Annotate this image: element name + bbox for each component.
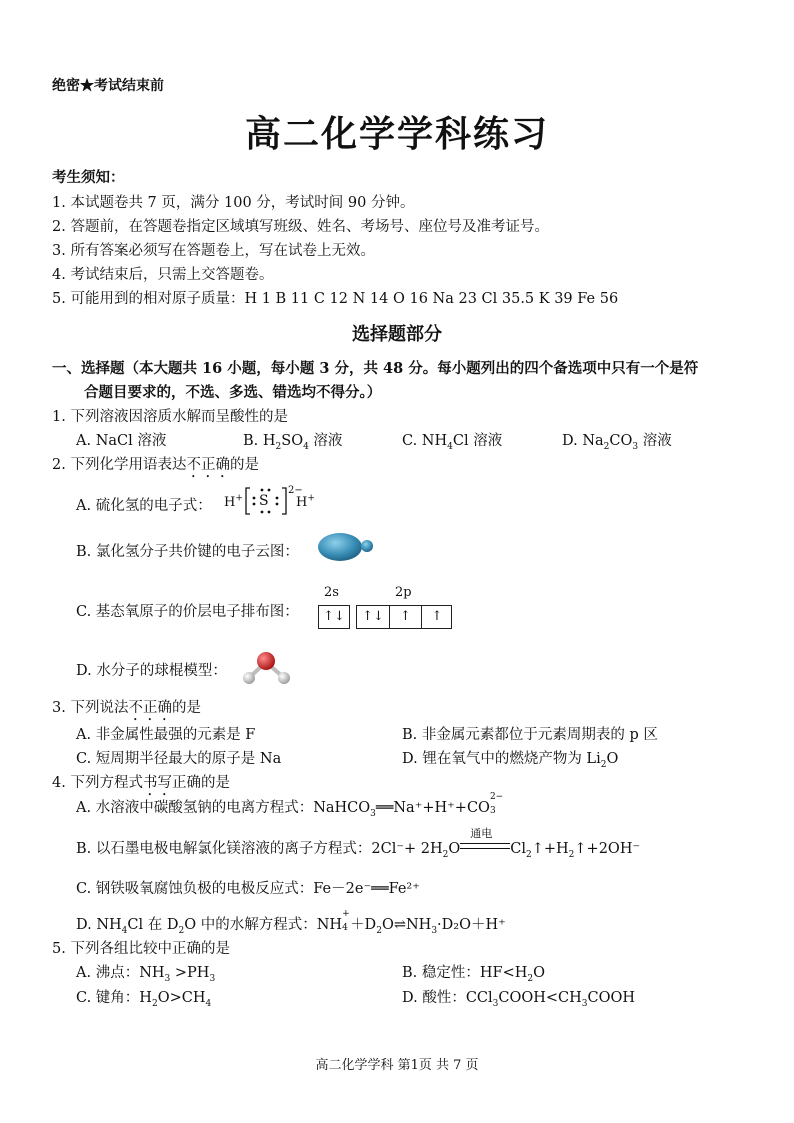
orbital-box-2p: ↑↓ ↑ ↑ xyxy=(356,605,452,629)
page-footer: 高二化学学科 第1页 共 7 页 xyxy=(315,1058,479,1073)
q1-stem: 1. 下列溶液因溶质水解而呈酸性的是 xyxy=(52,409,288,425)
orbital-box-2s: ↑↓ xyxy=(318,605,350,629)
q4-option-d: D. $NH_4Cl$ 在 $D_2O$ 中的水解方程式：NH + 4 $+D_2O\rightleftharpoons NH_3\cdot D_2O+H^+$ xyxy=(76,909,506,936)
q2-option-a: A. 硫化氢的电子式： xyxy=(76,498,212,514)
h2s-electron-formula: H+ S 2− H+ xyxy=(224,485,324,517)
q2-option-d: D. 水分子的球棍模型： xyxy=(76,663,227,679)
orbital-label-2s: 2s xyxy=(324,585,339,600)
q4-option-a: A. 水溶液中碳酸氢钠的电离方程式：NaHCO$_3$══Na⁺+H⁺+CO 2− 3 xyxy=(76,792,504,819)
q1-option-b: B. $H_2SO_4$ 溶液 xyxy=(243,433,343,452)
q2-option-b: B. 氯化氢分子共价键的电子云图： xyxy=(76,544,299,560)
q5-stem: 5. 下列各组比较中正确的是 xyxy=(52,941,230,957)
q3-option-c: C. 短周期半径最大的原子是 Na xyxy=(76,751,282,767)
q5-option-b: B. 稳定性：$HF<H_2O$ xyxy=(402,965,545,984)
q4-stem: 4. 下列方程式书写正确的是 xyxy=(52,775,230,791)
part1-instructions-line2: 合题目要求的，不选、多选、错选均不得分。） xyxy=(84,384,382,401)
notice-item-3: 3. 所有答案必须写在答题卷上，写在试卷上无效。 xyxy=(52,243,375,259)
q5-option-a: A. 沸点：$NH_3 >PH_3$ xyxy=(76,965,216,984)
part1-instructions-line1: 一、选择题（本大题共 16 小题，每小题 3 分，共 48 分。每小题列出的四个备选项中只有一个是符 xyxy=(52,360,699,377)
hcl-electron-cloud-image xyxy=(314,529,376,565)
q4-option-b: B. 以石墨电极电解氯化镁溶液的离子方程式：$2Cl^-+ 2H_2O$ 通电 $Cl_2↑+H_2↑+2OH^-$ xyxy=(76,827,641,860)
secrecy-label: 绝密★考试结束前 xyxy=(52,78,164,94)
q4-option-c: C. 钢铁吸氧腐蚀负极的电极反应式：Fe－2e⁻══Fe²⁺ xyxy=(76,881,420,897)
q5-option-d: D. 酸性：$CCl_3COOH<CH_3COOH$ xyxy=(402,990,636,1009)
q1-option-d: D. $Na_2CO_3$ 溶液 xyxy=(562,433,672,452)
q5-option-c: C. 键角：$H_2O>CH_4$ xyxy=(76,990,212,1009)
water-ball-stick-model-image xyxy=(236,647,296,687)
q1-option-a: A. NaCl 溶液 xyxy=(76,433,167,449)
q3-option-d: D. 锂在氧气中的燃烧产物为 $Li_2O$ xyxy=(402,751,619,770)
orbital-label-2p: 2p xyxy=(395,585,412,600)
notice-item-4: 4. 考试结束后，只需上交答题卷。 xyxy=(52,267,274,283)
notice-item-5: 5. 可能用到的相对原子质量：H 1 B 11 C 12 N 14 O 16 Na 23 Cl 35.5 K 39 Fe 56 xyxy=(52,291,619,307)
page-title: 高二化学学科练习 xyxy=(244,113,549,155)
q2-option-c: C. 基态氧原子的价层电子排布图： xyxy=(76,604,299,620)
notice-heading: 考生须知： xyxy=(52,169,125,186)
q2-stem: 2. 下列化学用语表达不正确的是 xyxy=(52,457,259,473)
q1-option-c: C. $NH_4Cl$ 溶液 xyxy=(402,433,503,452)
q3-stem: 3. 下列说法不正确的是 xyxy=(52,700,201,716)
q3-option-b: B. 非金属元素都位于元素周期表的 p 区 xyxy=(402,727,658,743)
notice-item-2: 2. 答题前，在答题卷指定区域填写班级、姓名、考场号、座位号及准考证号。 xyxy=(52,219,549,235)
q3-option-a: A. 非金属性最强的元素是 F xyxy=(76,727,256,743)
notice-item-1: 1. 本试题卷共 7 页，满分 100 分，考试时间 90 分钟。 xyxy=(52,195,415,211)
section-title: 选择题部分 xyxy=(352,324,442,345)
